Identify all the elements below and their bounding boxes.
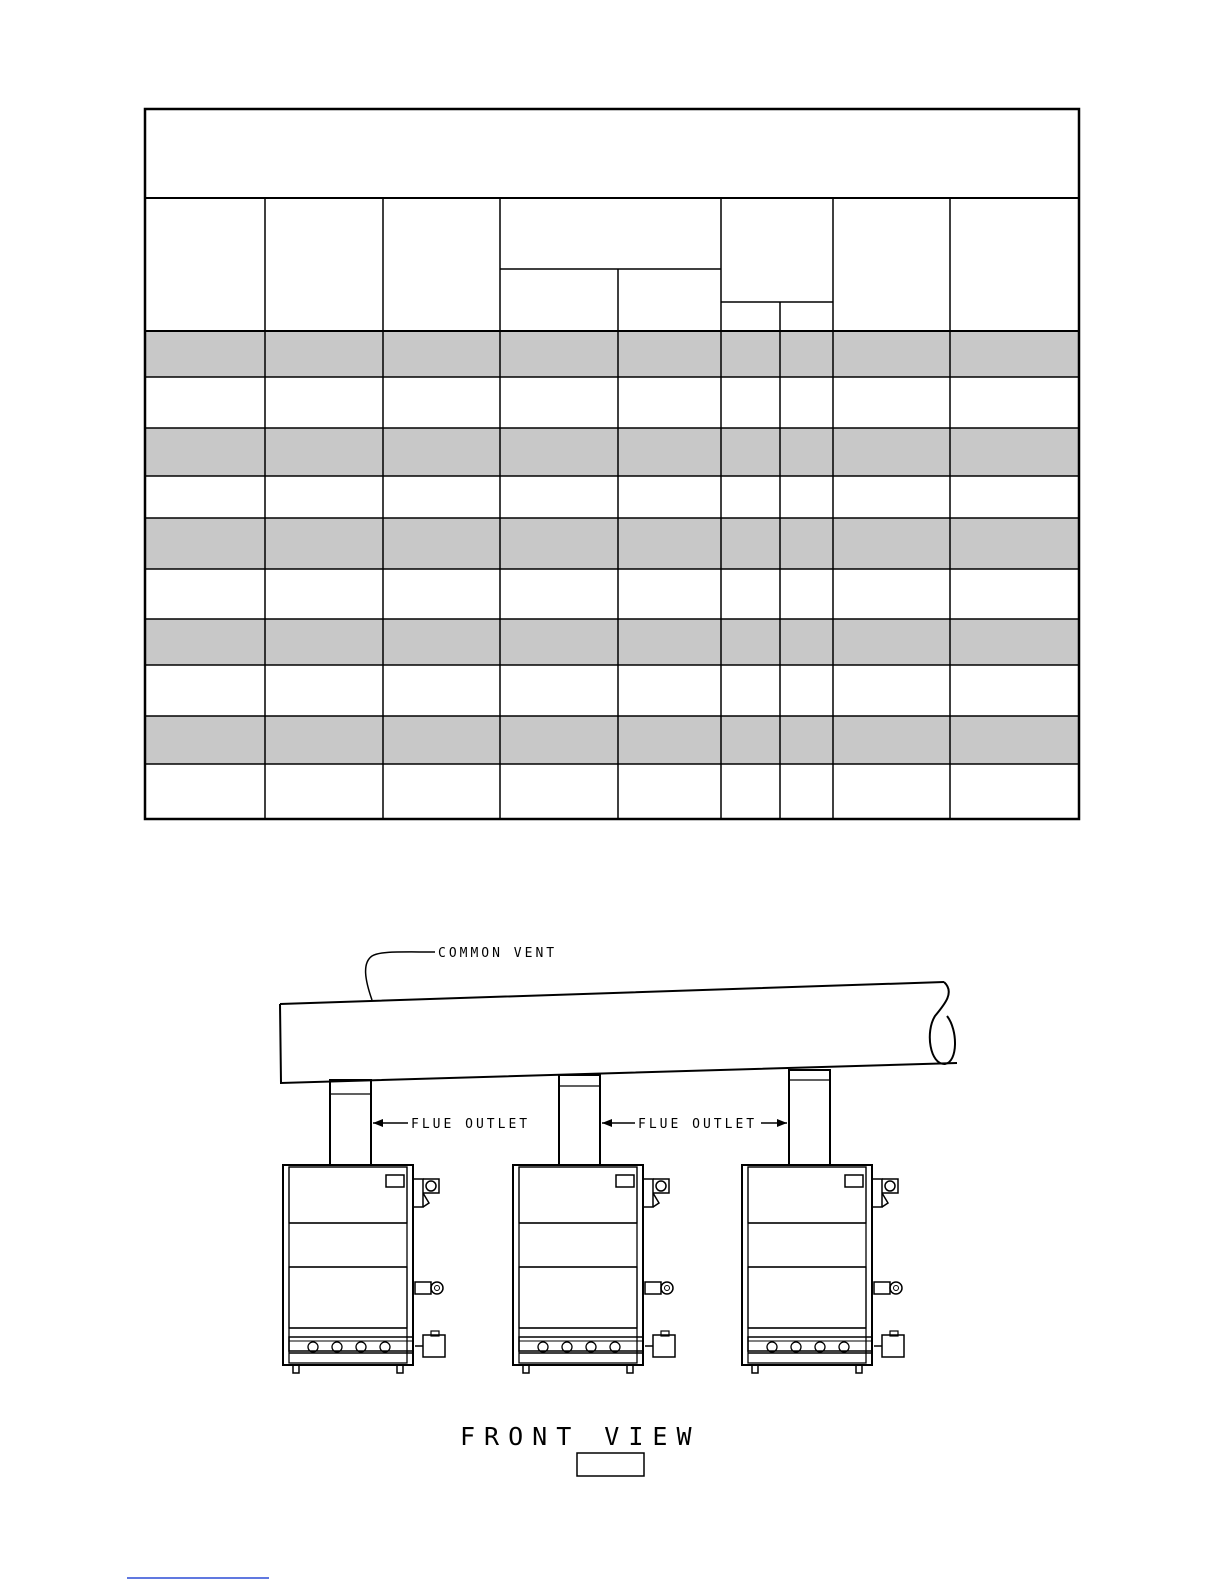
flue-outlet-arrowhead-center xyxy=(602,1119,612,1127)
boiler-unit-right xyxy=(742,1165,904,1373)
boiler-unit-center xyxy=(513,1165,675,1373)
shaded-table-row xyxy=(145,518,1079,569)
common-vent-leader xyxy=(366,952,435,1000)
flue-outlet-label-center: FLUE OUTLET xyxy=(638,1117,758,1132)
shaded-table-row xyxy=(145,331,1079,377)
shaded-table-row xyxy=(145,428,1079,476)
common-vent-pipe xyxy=(280,982,957,1083)
vent-pipe-break-end xyxy=(930,982,955,1064)
common-vent-label: COMMON VENT xyxy=(438,946,558,961)
flue-outlet-pipe-center xyxy=(559,1075,600,1165)
flue-outlet-arrowhead-right xyxy=(777,1119,787,1127)
shaded-table-row xyxy=(145,619,1079,665)
front-view-title: FRONT VIEW xyxy=(460,1422,701,1451)
common-vent-diagram xyxy=(280,946,957,1476)
flue-outlet-arrowhead-left xyxy=(373,1119,383,1127)
flue-outlet-pipe-left xyxy=(330,1080,371,1165)
view-scale-box xyxy=(577,1453,644,1476)
flue-outlet-pipe-right xyxy=(789,1070,830,1165)
shaded-table-row xyxy=(145,716,1079,764)
flue-outlet-label-left: FLUE OUTLET xyxy=(411,1117,531,1132)
spec-table xyxy=(145,109,1079,819)
boiler-unit-left xyxy=(283,1165,445,1373)
